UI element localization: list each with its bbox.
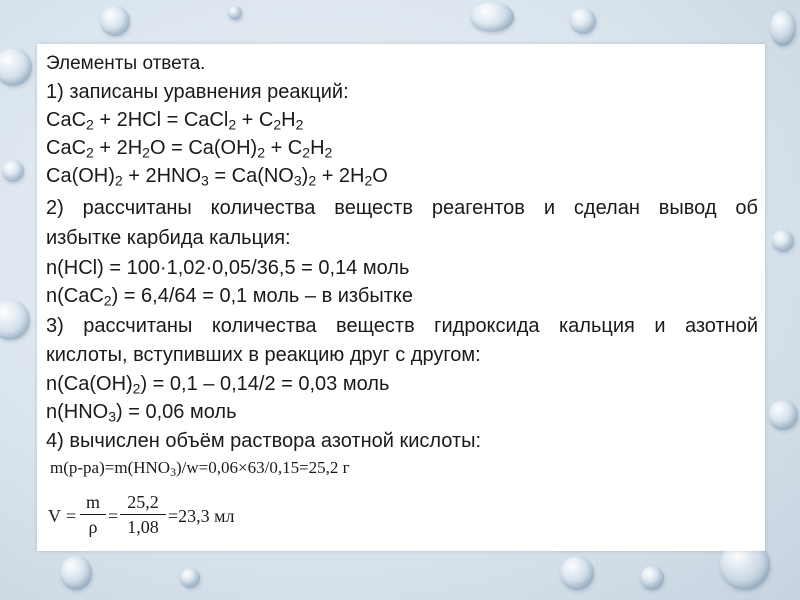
- fraction-denominator: ρ: [88, 517, 98, 537]
- fraction-numerator: 25,2: [127, 492, 159, 512]
- fraction-bar: [80, 514, 106, 515]
- calc-n-caoh2: $n(Ca(OH)_2) = 0,1 - 0,14/2 = 0,03$ моль: [46, 373, 390, 397]
- water-drop-icon: [2, 160, 24, 182]
- water-drop-icon: [768, 400, 798, 430]
- water-drop-icon: [100, 6, 130, 36]
- step-2-heading-line-2: избытке карбида кальция:: [46, 227, 291, 249]
- fraction-numerator: m: [85, 492, 100, 512]
- water-drop-icon: [640, 566, 664, 590]
- water-drop-icon: [770, 10, 796, 46]
- volume-result: =23,3 мл: [168, 506, 235, 526]
- step-2-heading-line-1: 2) рассчитаны количества веществ реагентов и сделан вывод об: [46, 197, 758, 219]
- calc-n-hno3: $n(HNO_3) = 0,06$ моль: [46, 401, 237, 425]
- equals-sign: =: [108, 506, 119, 526]
- water-drop-icon: [60, 556, 92, 590]
- calc-n-cac2: n(CaC$_2$) = 6,4/64 = 0,1 моль – в избытке: [46, 285, 413, 309]
- water-drop-icon: [180, 568, 200, 588]
- volume-formula: [48, 492, 278, 544]
- step-4-heading: 4) вычислен объём раствора азотной кислоты:: [46, 430, 482, 452]
- volume-symbol: V: [48, 506, 61, 526]
- reaction-1: CaC$_2$ + 2HCl = CaCl$_2$ + $C_2H_2$: [46, 109, 304, 133]
- fraction-denominator: 1,08: [127, 517, 159, 537]
- step-3-heading-line-2: кислоты, вступивших в реакцию друг с другом:: [46, 344, 481, 366]
- reaction-3: $Ca(OH)_2 + 2HNO_3 = Ca(NO_3)_2 + 2H_2O$: [46, 165, 388, 189]
- calc-n-hcl: n(HCl) = 100·1,02·0,05/36,5 = 0,14 моль: [46, 257, 410, 279]
- water-drop-icon: [0, 300, 30, 340]
- fraction-m-over-rho: [80, 492, 106, 537]
- water-drop-icon: [0, 48, 32, 86]
- equals-sign: =: [66, 506, 77, 526]
- calc-solution-mass: $m(р-ра)=m(HNO_3)/w=0,06\times 63/0,15=25,2$ г: [50, 458, 350, 479]
- step-1-heading: 1) записаны уравнения реакций:: [46, 81, 349, 103]
- water-drop-icon: [560, 556, 594, 590]
- water-drop-icon: [228, 6, 242, 20]
- fraction-bar: [120, 514, 166, 515]
- fraction-values: [120, 492, 166, 537]
- answer-title: Элементы ответа.: [46, 53, 206, 74]
- step-3-heading-line-1: 3) рассчитаны количества веществ гидроксида кальция и азотной: [46, 315, 758, 337]
- water-drop-icon: [772, 230, 794, 252]
- reaction-2: $CaC_2 + 2H_2O = Ca(OH)_2 + C_2H_2$: [46, 137, 333, 161]
- water-drop-icon: [470, 2, 514, 32]
- water-drop-icon: [570, 8, 596, 34]
